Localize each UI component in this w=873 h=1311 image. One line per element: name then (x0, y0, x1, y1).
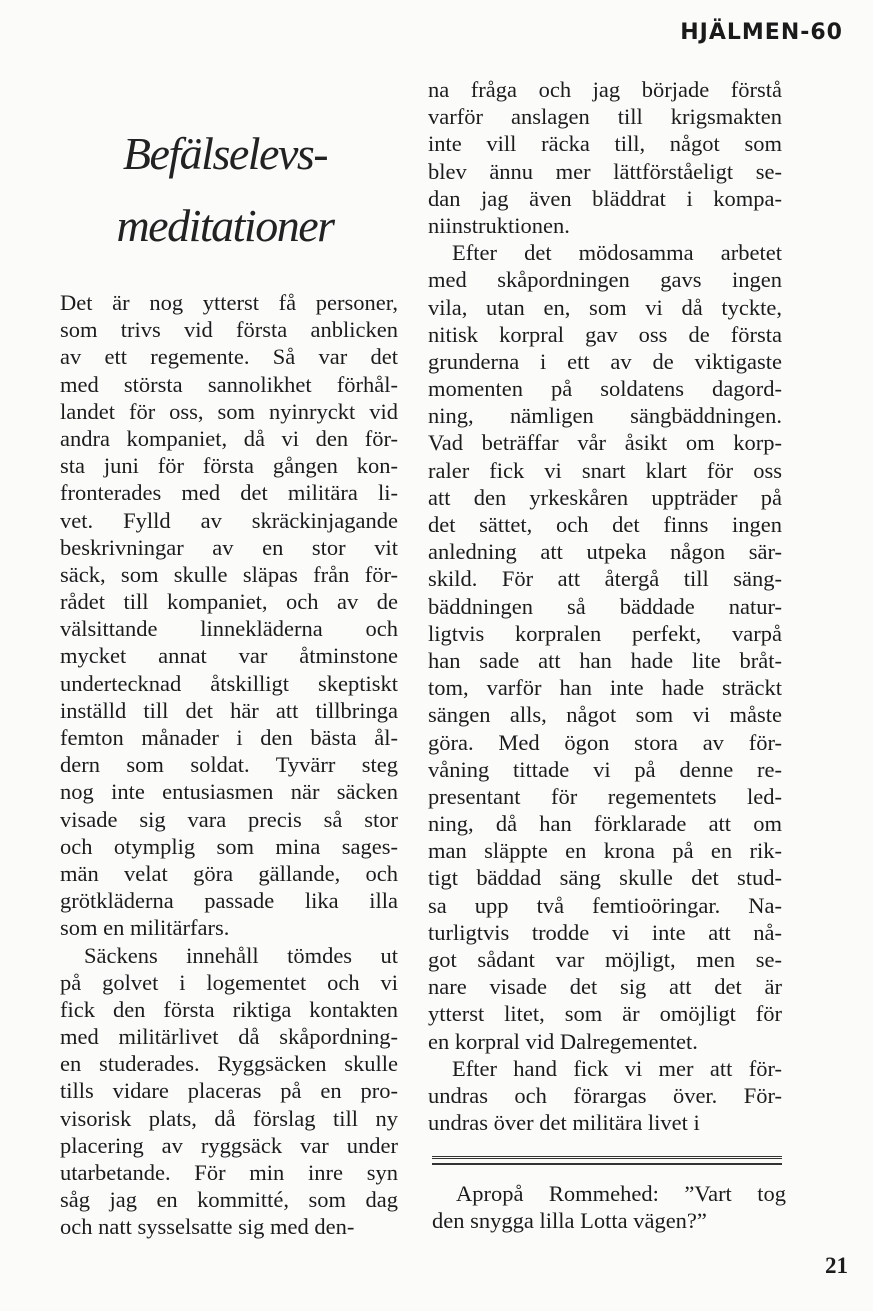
text-line: presentant för regementets led- (428, 783, 782, 809)
text-line: på golvet i logementet och vi (60, 969, 398, 995)
text-line: dan jag även bläddrat i kompa- (428, 185, 782, 211)
text-line: sta juni för första gången kon- (60, 453, 398, 479)
text-line: ning, då han förklarade att om (428, 811, 782, 837)
text-line: fronterades med det militära li- (60, 480, 398, 506)
text-line: göra. Med ögon stora av för- (428, 729, 782, 755)
footnote-line: den snygga lilla Lotta vägen?” (432, 1208, 707, 1234)
text-line: Efter det mödosamma arbetet (452, 240, 782, 266)
text-line: niinstruktionen. (428, 212, 570, 238)
text-line: inte vill räcka till, något som (428, 131, 782, 157)
text-line: med skåpordningen gavs ingen (428, 267, 782, 293)
text-line: got sådant var möjligt, men se- (428, 947, 782, 972)
text-line: det sättet, och det finns ingen (428, 512, 782, 537)
footnote-divider (432, 1156, 782, 1159)
text-line: såg jag en kommitté, som dag (60, 1187, 398, 1213)
text-line: och natt sysselsatte sig med den- (60, 1214, 355, 1240)
text-line: nitisk korpral gav oss de första (428, 321, 782, 347)
text-line: nog inte entusiasmen när säcken (60, 779, 398, 805)
text-line: att den yrkeskåren uppträder på (428, 484, 782, 510)
text-line: inställd till det här att tillbringa (60, 697, 398, 723)
running-header: HJÄLMEN-60 (680, 20, 843, 45)
text-line: välsittande linnekläderna och (60, 616, 398, 642)
text-line: placering av ryggsäck var under (60, 1132, 398, 1158)
text-line: skild. För att återgå till säng- (428, 566, 782, 592)
text-line: undras över det militära livet i (428, 1110, 700, 1136)
text-line: varför anslagen till krigsmakten (428, 104, 782, 130)
text-line: turligtvis trodde vi inte att nå- (428, 919, 782, 945)
text-line: bäddningen så bäddade natur- (428, 593, 782, 619)
text-line: Säckens innehåll tömdes ut (84, 942, 398, 968)
text-line: våning tittade vi på denne re- (428, 756, 782, 782)
text-line: utarbetande. För min inre syn (60, 1160, 398, 1185)
article-title-line: meditationer (116, 200, 334, 251)
text-line: rådet till kompaniet, och av de (60, 589, 398, 615)
text-line: na fråga och jag började förstå (428, 77, 782, 102)
text-line: grötkläderna passade lika illa (60, 888, 398, 914)
text-line: undertecknad åtskilligt skeptiskt (60, 670, 398, 696)
text-line: Efter hand fick vi mer att för- (452, 1055, 782, 1081)
text-line: tigt bäddad säng skulle det stud- (428, 865, 782, 891)
text-line: en korpral vid Dalregementet. (428, 1028, 698, 1054)
text-line: visorisk plats, då förslag till ny (60, 1105, 398, 1131)
text-line: tom, varför han inte hade sträckt (428, 675, 782, 701)
text-line: tills vidare placeras på en pro- (60, 1078, 398, 1104)
text-line: mycket annat var åtminstone (60, 643, 398, 669)
article-title (60, 118, 390, 262)
page-number: 21 (825, 1253, 848, 1278)
left-column (60, 289, 398, 1241)
text-line: femton månader i den bästa ål- (60, 725, 398, 750)
text-line: en studerades. Ryggsäcken skulle (60, 1051, 398, 1077)
text-line: momenten på soldatens dagord- (428, 376, 782, 402)
text-line: visade sig vara precis så stor (60, 806, 398, 832)
text-line: med militärlivet då skåpordning- (60, 1024, 398, 1050)
text-line: av ett regemente. Så var det (60, 344, 398, 370)
footnote (432, 1180, 786, 1234)
text-line: blev ännu mer lättförståeligt se- (428, 158, 782, 184)
text-line: anledning att utpeka någon sär- (428, 539, 782, 565)
text-line: andra kompaniet, då vi den för- (60, 425, 398, 451)
text-line: fick den första riktiga kontakten (60, 996, 398, 1022)
text-line: sa upp två femtioöringar. Na- (428, 892, 782, 918)
text-line: landet för oss, som nyinryckt vid (60, 398, 398, 424)
text-line: Det är nog ytterst få personer, (60, 290, 398, 315)
text-line: raler fick vi snart klart för oss (428, 457, 782, 483)
footnote-line: Apropå Rommehed: ”Vart tog (456, 1181, 786, 1206)
text-line: och otymplig som mina sages- (60, 833, 398, 859)
text-line: säck, som skulle släpas från för- (60, 561, 398, 587)
text-line: med största sannolikhet förhål- (60, 371, 398, 397)
text-line: ligtvis korpralen perfekt, varpå (428, 620, 782, 646)
text-line: vet. Fylld av skräckinjagande (60, 507, 398, 533)
text-line: nare visade det sig att det är (428, 974, 782, 1000)
text-line: han sade att han hade lite bråt- (428, 647, 782, 673)
text-line: ning, nämligen sängbäddningen. (428, 403, 782, 429)
text-line: undras och förargas över. För- (428, 1082, 782, 1108)
text-line: man släppte en krona på en rik- (428, 838, 782, 864)
text-line: som en militärfars. (60, 915, 230, 941)
text-line: Vad beträffar vår åsikt om korp- (428, 430, 782, 456)
right-column (428, 76, 782, 1136)
text-line: vila, utan en, som vi då tyckte, (428, 294, 782, 320)
text-line: ytterst litet, som är omöjligt för (428, 1001, 782, 1027)
text-line: grunderna i ett av de viktigaste (428, 348, 782, 374)
text-line: sängen alls, något som vi måste (428, 702, 782, 728)
article-title-line: Befälselevs- (122, 128, 328, 179)
text-line: beskrivningar av en stor vit (60, 534, 398, 560)
text-line: män velat göra gällande, och (60, 860, 398, 886)
text-line: som trivs vid första anblicken (60, 317, 398, 343)
text-line: dern som soldat. Tyvärr steg (60, 752, 398, 778)
